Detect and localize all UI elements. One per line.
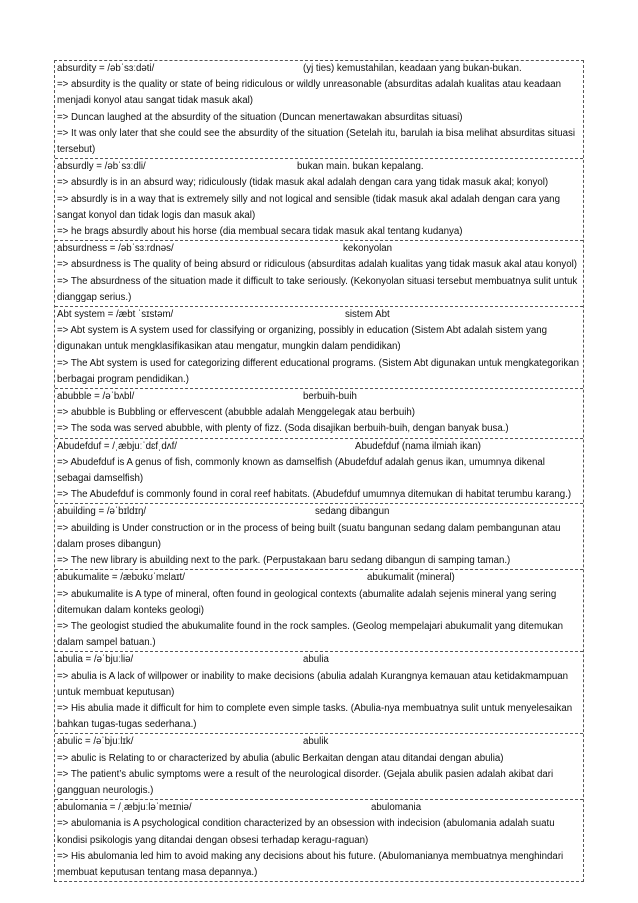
entry-term: Abt system = /æbt ˈsɪstəm/: [57, 309, 174, 321]
entry-line: => Abudefduf is A genus of fish, commonly known as damselfish (Abudefduf adalah genus ikan, umumnya dikenal sebagai damselfish): [57, 456, 545, 485]
entry-head: [57, 439, 581, 455]
entry-line: => abukumalite is A type of mineral, often found in geological contexts (abumalite adalah sejenis mineral yang sering ditemukan dalam konteks geologi): [57, 588, 557, 616]
entry-line: => absurdity is the quality or state of being ridiculous or wildly unreasonable (absurditas adalah kualitas atau keadaan menjadi konyol atau sangat tidak masuk akal): [57, 79, 562, 107]
entry-line: => Abt system is A system used for classifying or organizing, possibly in education (Sistem Abt adalah sistem yang digunakan untuk mengklasifikasikan atau mengatur, mungkin dalam pendidikan): [57, 325, 547, 353]
dictionary-entry: [55, 733, 583, 799]
entry-line: => abulomania is A psychological condition characterized by an obsession with indecision (abulomania adalah suatu kondisi psikologis yang ditandai dengan obsesi terhadap keragu-raguan): [57, 818, 555, 846]
entry-translation: abulia: [303, 654, 329, 666]
entry-translation: bukan main. bukan kepalang.: [297, 161, 424, 173]
entry-line: => abulic is Relating to or characterized by abulia (abulic Berkaitan dengan atau ditandai dengan abulia): [57, 752, 504, 764]
entry-line: => he brags absurdly about his horse (dia membual secara tidak masuk akal tentang kudanya): [57, 226, 463, 238]
dictionary-entry: [55, 569, 583, 651]
entry-term: absurdity = /əbˈsɜːdəti/: [57, 63, 155, 74]
dictionary-entry: [55, 503, 583, 569]
entry-term: abukumalite = /æbʊkʊˈmɛlaɪt/: [57, 572, 185, 584]
entry-line: => His abulomania led him to avoid making any decisions about his future. (Abulomanianya membuatnya menghindari membuat keputusan tentang masa depannya.): [57, 850, 564, 878]
entry-head: [57, 570, 581, 586]
entry-translation: abulik: [303, 736, 329, 748]
dictionary-entry: [55, 799, 583, 881]
entry-line: => The Abt system is used for categorizing different educational programs. (Sistem Abt digunakan untuk mengkategorikan berbagai program pendidikan.): [57, 357, 579, 385]
entry-line: => The patient’s abulic symptoms were a result of the neurological disorder. (Gejala abulik pasien adalah akibat dari gangguan neurologis.): [57, 768, 554, 796]
entry-head: [57, 61, 581, 77]
entry-line: => abulia is A lack of willpower or inability to make decisions (abulia adalah Kurangnya kemauan atau ketidakmampuan untuk membuat keputusan): [57, 670, 569, 698]
entry-line: => The absurdness of the situation made it difficult to take seriously. (Kekonyolan situasi tersebut membuatnya sulit untuk dianggap serius.): [57, 275, 578, 303]
entry-translation: kekonyolan: [343, 243, 393, 255]
entry-line: => abubble is Bubbling or effervescent (abubble adalah Menggelegak atau berbuih): [57, 407, 415, 419]
entry-line: => Duncan laughed at the absurdity of the situation (Duncan menertawakan absurditas situasi): [57, 111, 463, 123]
entry-line: => His abulia made it difficult for him to complete even simple tasks. (Abulia-nya membuatnya sulit untuk menyelesaikan bahkan tugas-tugas sederhana.): [57, 702, 573, 731]
entry-translation: abukumalit (mineral): [367, 572, 455, 584]
entry-term: abubble = /əˈbʌbl/: [57, 391, 135, 403]
entry-line: => absurdness is The quality of being absurd or ridiculous (absurditas adalah kualitas yang tidak masuk akal atau konyol): [57, 259, 578, 271]
entry-translation: (yj ties) kemustahilan, keadaan yang bukan-bukan.: [303, 63, 522, 74]
dictionary-entry: [55, 240, 583, 306]
entry-line: => The new library is abuilding next to the park. (Perpustakaan baru sedang dibangun di samping taman.): [57, 555, 511, 567]
entry-translation: sedang dibangun: [315, 506, 390, 518]
entry-translation: Abudefduf (nama ilmiah ikan): [355, 440, 482, 452]
dictionary-entry: [55, 438, 583, 504]
entry-term: absurdly = /əbˈsɜːdli/: [57, 161, 146, 173]
dictionary-table: [54, 60, 584, 882]
entry-head: [57, 652, 581, 668]
entry-head: [57, 504, 581, 520]
entry-line: => The soda was served abubble, with plenty of fizz. (Soda disajikan berbuih-buih, dengan banyak busa.): [57, 423, 509, 435]
entry-translation: berbuih-buih: [303, 391, 357, 403]
entry-line: => abuilding is Under construction or in the process of being built (suatu bangunan sedang dalam pembangunan atau dalam proses dibangun): [57, 522, 561, 550]
entry-head: [57, 389, 581, 405]
entry-head: [57, 159, 581, 175]
dictionary-entry: [55, 388, 583, 438]
entry-line: => absurdly is in a way that is extremely silly and not logical and sensible (tidak masuk akal adalah dengan cara yang sangat konyol dan tidak logis dan masuk akal): [57, 193, 560, 221]
entry-head: [57, 241, 581, 257]
dictionary-entry: [55, 61, 583, 158]
entry-head: [57, 800, 581, 816]
entry-term: abulia = /əˈbjuːliə/: [57, 654, 134, 666]
entry-head: [57, 307, 581, 323]
entry-line: => The Abudefduf is commonly found in coral reef habitats. (Abudefduf umumnya ditemukan di habitat terumbu karang.): [57, 489, 572, 501]
entry-term: abulomania = /ˌæbjuːləˈmeɪniə/: [57, 802, 192, 814]
entry-line: => The geologist studied the abukumalite found in the rock samples. (Geolog mempelajari abukumalit yang ditemukan dalam sampel batuan.): [57, 620, 564, 649]
entry-line: => absurdly is in an absurd way; ridiculously (tidak masuk akal adalah dengan cara yang tidak masuk akal; konyol): [57, 177, 549, 189]
dictionary-entry: [55, 158, 583, 240]
entry-term: abulic = /əˈbjuːlɪk/: [57, 736, 134, 748]
dictionary-entry: [55, 651, 583, 733]
entry-line: => It was only later that she could see the absurdity of the situation (Setelah itu, barulah ia bisa melihat absurditas situasi tersebut): [57, 127, 576, 156]
entry-term: Abudefduf = /ˌæbjuːˈdɛfˌdʌf/: [57, 440, 177, 452]
entry-translation: sistem Abt: [345, 309, 390, 321]
entry-term: absurdness = /əbˈsɜːrdnəs/: [57, 243, 174, 255]
dictionary-entry: [55, 306, 583, 388]
entry-head: [57, 734, 581, 750]
entry-term: abuilding = /əˈbɪldɪŋ/: [57, 506, 147, 518]
entry-translation: abulomania: [371, 802, 422, 814]
